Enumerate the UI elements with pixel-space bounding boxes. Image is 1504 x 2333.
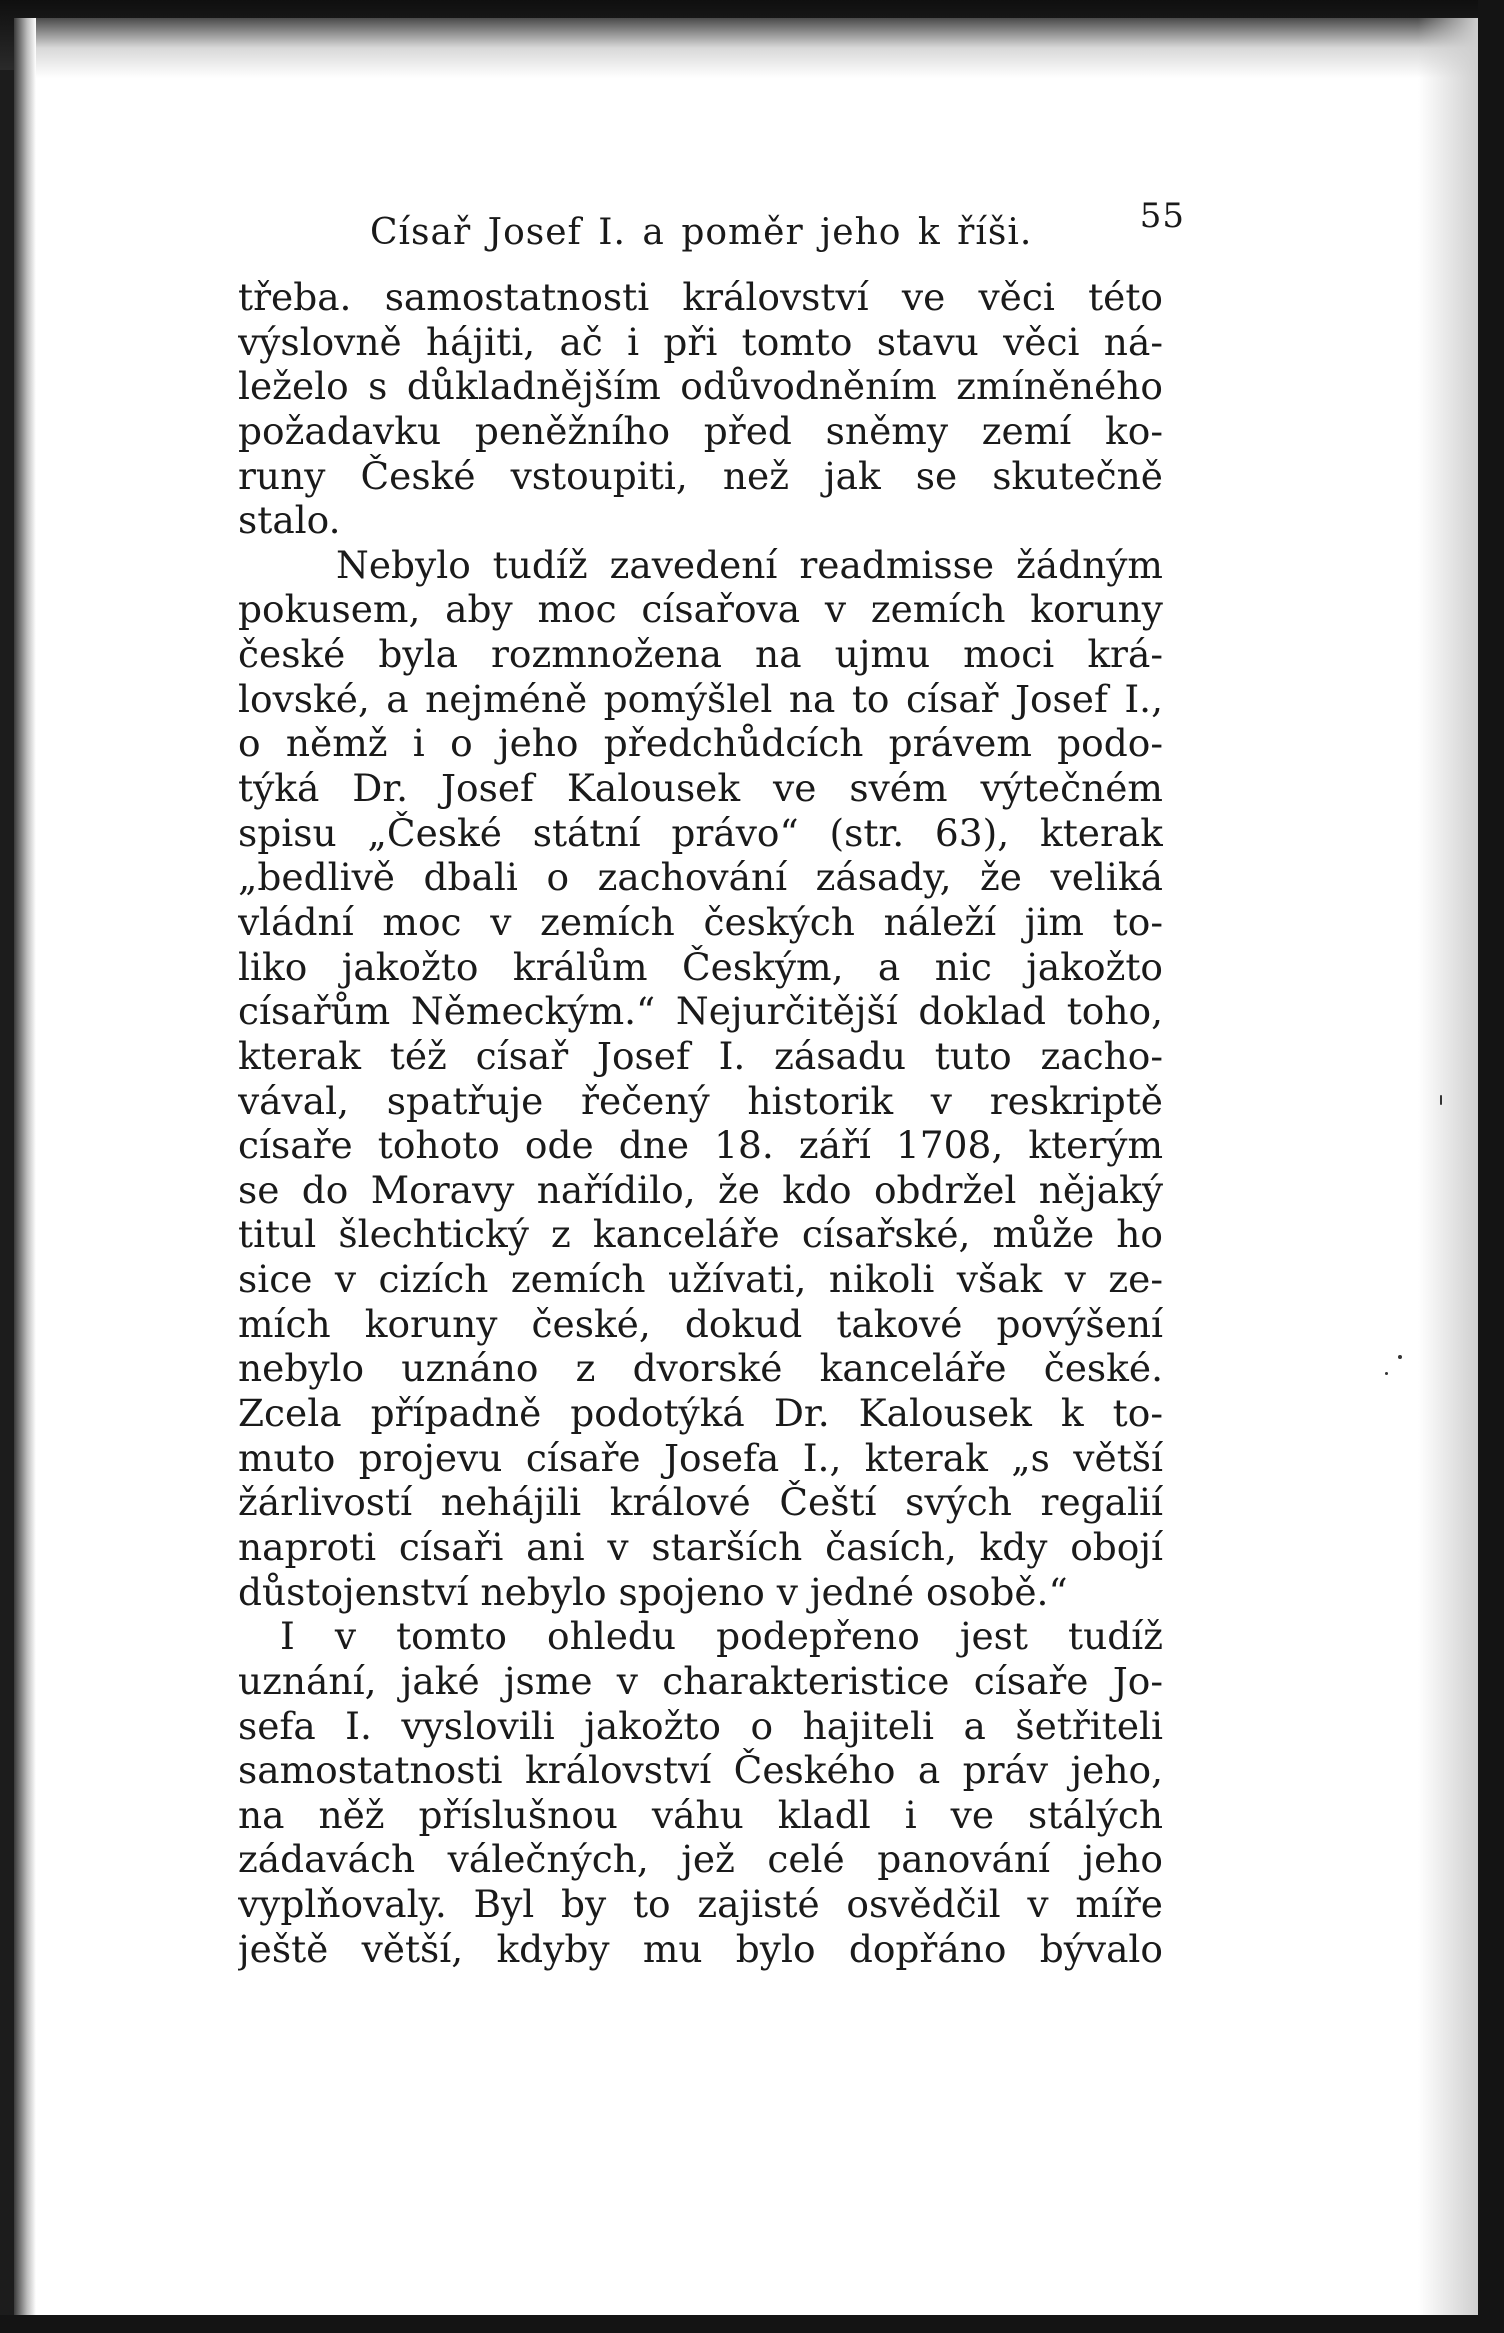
text-line: mích koruny české, dokud takové povýšení [238, 1301, 1163, 1346]
text-line: výslovně hájiti, ač i při tomto stavu věci ná- [238, 319, 1163, 364]
text-line: „bedlivě dbali o zachování zásady, že veliká [238, 855, 1163, 900]
text-line: pokusem, aby moc císařova v zemích koruny [238, 587, 1163, 632]
text-line: Zcela případně podotýká Dr. Kalousek k to- [238, 1391, 1163, 1436]
scanner-right-margin [1478, 0, 1504, 2333]
text-line: ještě větší, kdyby mu bylo dopřáno bývalo [238, 1926, 1163, 1971]
text-line: kterak též císař Josef I. zásadu tuto zacho- [238, 1033, 1163, 1078]
text-line: vával, spatřuje řečený historik v reskriptě [238, 1078, 1163, 1123]
page-number: 55 [1139, 196, 1185, 236]
text-line: vyplňovaly. Byl by to zajisté osvědčil v míře [238, 1882, 1163, 1927]
text-line: sice v cizích zemích užívati, nikoli však v ze- [238, 1257, 1163, 1302]
text-line: runy České vstoupiti, než jak se skutečně [238, 453, 1163, 498]
text-line: císařům Německým.“ Nejurčitější doklad toho, [238, 989, 1163, 1034]
scanner-bottom-margin [0, 2315, 1504, 2333]
text-line: císaře tohoto ode dne 18. září 1708, kterým [238, 1123, 1163, 1168]
page-header [225, 182, 1185, 262]
text-line: požadavku peněžního před sněmy zemí ko- [238, 408, 1163, 453]
scan-speck [1398, 1355, 1402, 1359]
text-line: samostatnosti království Českého a práv jeho, [238, 1748, 1163, 1793]
text-line: titul šlechtický z kanceláře císařské, může ho [238, 1212, 1163, 1257]
text-line: na něž příslušnou váhu kladl i ve stálých [238, 1792, 1163, 1837]
text-line: důstojenství nebylo spojeno v jedné osobě.“ [238, 1569, 1068, 1614]
text-line: třeba. samostatnosti království ve věci této [238, 275, 1163, 319]
paragraph-start-line: Nebylo tudíž zavedení readmisse žádným [336, 542, 1163, 587]
text-line: liko jakožto králům Českým, a nic jakožto [238, 944, 1163, 989]
text-line: o němž i o jeho předchůdcích právem podo- [238, 721, 1163, 766]
text-line: sefa I. vyslovili jakožto o hajiteli a šetřiteli [238, 1703, 1163, 1748]
text-line: spisu „České státní právo“ (str. 63), kterak [238, 810, 1163, 855]
running-title: Císař Josef I. a poměr jeho k říši. [370, 212, 1033, 253]
text-line: muto projevu císaře Josefa I., kterak „s větší [238, 1435, 1163, 1480]
text-line: nebylo uznáno z dvorské kanceláře české. [238, 1346, 1163, 1391]
text-line: uznání, jaké jsme v charakteristice císaře Jo- [238, 1658, 1163, 1703]
text-line: leželo s důkladnějším odůvodněním zmíněného [238, 364, 1163, 409]
paragraph-start-line: I v tomto ohledu podepřeno jest tudíž [280, 1614, 1163, 1659]
text-line: české byla rozmnožena na ujmu moci krá- [238, 632, 1163, 677]
page-right-shade [1418, 18, 1478, 2318]
scan-speck [1440, 1095, 1442, 1105]
text-line: zádavách válečných, jež celé panování jeho [238, 1837, 1163, 1882]
text-line: se do Moravy nařídilo, že kdo obdržel nějaký [238, 1167, 1163, 1212]
text-line: týká Dr. Josef Kalousek ve svém výtečném [238, 766, 1163, 811]
text-line: naproti císaři ani v starších časích, kdy obojí [238, 1524, 1163, 1569]
text-line: stalo. [238, 498, 341, 543]
text-line: vládní moc v zemích českých náleží jim to- [238, 899, 1163, 944]
page-top-shadow [14, 18, 1478, 78]
page-binding-edge [14, 18, 36, 2318]
text-line: lovské, a nejméně pomýšlel na to císař Josef I., [238, 676, 1163, 721]
scan-speck [1385, 1372, 1388, 1375]
body-text [238, 275, 1163, 1971]
text-line: žárlivostí nehájili králové Čeští svých regalií [238, 1480, 1163, 1525]
